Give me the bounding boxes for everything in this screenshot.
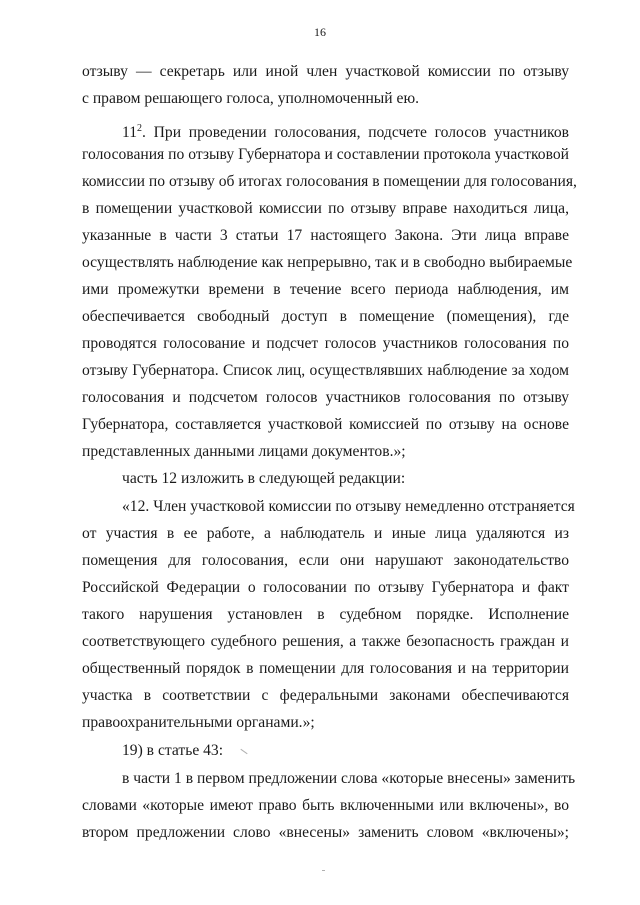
text-line: голосования по отзыву Губернатора и составлении протокола участковой bbox=[82, 146, 569, 163]
text-line: отзыву Губернатора. Список лиц, осуществлявших наблюдение за ходом bbox=[82, 362, 569, 379]
text-line: с правом решающего голоса, уполномоченный ею. bbox=[82, 90, 419, 107]
text-line: ими промежутки времени в течение всего периода наблюдения, им bbox=[82, 281, 569, 298]
text-line: 19) в статье 43: bbox=[122, 742, 224, 759]
text-line: от участия в ее работе, а наблюдатель и иные лица удаляются из bbox=[82, 525, 569, 542]
text-line: помещения для голосования, если они нарушают законодательство bbox=[82, 552, 569, 569]
text-line: правоохранительными органами.»; bbox=[82, 714, 315, 731]
text-line: Российской Федерации о голосовании по отзыву Губернатора и факт bbox=[82, 579, 569, 596]
text-line: словами «которые имеют право быть включенными или включены», во bbox=[82, 797, 569, 814]
text-line: голосования и подсчетом голосов участников голосования по отзыву bbox=[82, 389, 569, 406]
text-line: комиссии по отзыву об итогах голосования в помещении для голосования, bbox=[82, 173, 577, 190]
text-line-remainder: . При проведении голосования, подсчете голосов участников bbox=[142, 124, 569, 141]
text-line: общественный порядок в помещении для голосования и на территории bbox=[82, 660, 569, 677]
text-line: проводятся голосование и подсчет голосов участников голосования по bbox=[82, 335, 569, 352]
text-line: осуществлять наблюдение как непрерывно, так и в свободно выбираемые bbox=[82, 254, 573, 271]
scan-speck bbox=[240, 749, 247, 754]
text-line: представленных данными лицами документов.»; bbox=[82, 443, 406, 460]
text-line: в помещении участковой комиссии по отзыву вправе находиться лица, bbox=[82, 200, 569, 217]
text-line: такого нарушения установлен в судебном порядке. Исполнение bbox=[82, 606, 569, 623]
text-line: Губернатора, составляется участковой комиссией по отзыву на основе bbox=[82, 416, 569, 433]
paragraph-number: 11 bbox=[122, 124, 138, 141]
scan-speck bbox=[322, 870, 325, 871]
text-line: участка в соответствии с федеральными законами обеспечиваются bbox=[82, 687, 569, 704]
text-line: «12. Член участковой комиссии по отзыву немедленно отстраняется bbox=[122, 498, 575, 515]
text-line: втором предложении слово «внесены» заменить словом «включены»; bbox=[82, 824, 569, 841]
text-line: отзыву — секретарь или иной член участковой комиссии по отзыву bbox=[82, 63, 569, 80]
text-line: обеспечивается свободный доступ в помещение (помещения), где bbox=[82, 308, 569, 325]
text-line: часть 12 изложить в следующей редакции: bbox=[122, 470, 406, 487]
paragraph-number-superscript: 2 bbox=[137, 123, 143, 134]
text-line: в части 1 в первом предложении слова «которые внесены» заменить bbox=[122, 770, 576, 787]
text-line: соответствующего судебного решения, а также безопасность граждан и bbox=[82, 633, 569, 650]
text-line: указанные в части 3 статьи 17 настоящего Закона. Эти лица вправе bbox=[82, 227, 569, 244]
paragraph-11-2-first-line bbox=[122, 119, 569, 143]
page-number: 16 bbox=[314, 25, 326, 39]
